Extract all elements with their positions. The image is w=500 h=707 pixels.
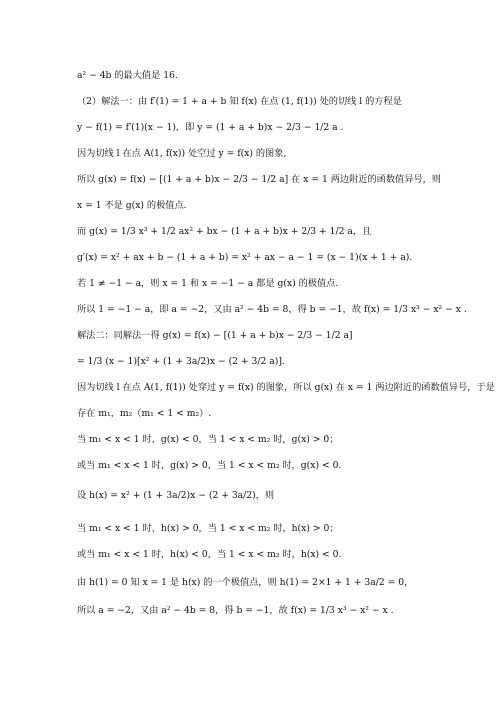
text-line: 而 g(x) = 1/3 x³ + 1/2 ax² + bx − (1 + a + b)x + 2/3 + 1/2 a，且 <box>77 226 372 237</box>
text-line: 所以 a = −2，又由 a² − 4b = 8，得 b = −1，故 f(x) = 1/3 x³ − x² − x . <box>77 605 394 616</box>
text-line: 所以 1 = −1 − a，即 a = −2，又由 a² − 4b = 8，得 b = −1，故 f(x) = 1/3 x³ − x² − x . <box>77 304 467 315</box>
text-line: （2）解法一：由 f′(1) = 1 + a + b 知 f(x) 在点 (1, f(1)) 处的切线 l 的方程是 <box>77 96 402 107</box>
text-line: 因为切线 l 在点 A(1, f(1)) 处穿过 y = f(x) 的图象，所以 g(x) 在 x = 1 两边附近的函数值异号，于是 <box>77 382 495 393</box>
text-line: 当 m₁ < x < 1 时，g(x) < 0，当 1 < x < m₂ 时，g(x) > 0； <box>77 434 339 445</box>
text-line: 或当 m₁ < x < 1 时，h(x) < 0，当 1 < x < m₂ 时，h(x) < 0. <box>77 549 342 560</box>
text-line: g′(x) = x² + ax + b − (1 + a + b) = x² + ax − a − 1 = (x − 1)(x + 1 + a). <box>77 252 413 263</box>
text-line: 当 m₁ < x < 1 时，h(x) > 0，当 1 < x < m₂ 时，h(x) > 0； <box>77 523 339 534</box>
text-line: 设 h(x) = x² + (1 + 3a/2)x − (2 + 3a/2)，则 <box>77 490 275 501</box>
text-line: 或当 m₁ < x < 1 时，g(x) > 0，当 1 < x < m₂ 时，g(x) < 0. <box>77 460 342 471</box>
text-line: 由 h(1) = 0 知 x = 1 是 h(x) 的一个极值点，则 h(1) = 2×1 + 1 + 3a/2 = 0， <box>77 577 414 588</box>
text-line: 所以 g(x) = f(x) − [(1 + a + b)x − 2/3 − 1/2 a] 在 x = 1 两边附近的函数值异号，则 <box>77 174 441 185</box>
text-line: 若 1 ≠ −1 − a，则 x = 1 和 x = −1 − a 都是 g(x) 的极值点. <box>77 278 339 289</box>
text-line: y − f(1) = f′(1)(x − 1)，即 y = (1 + a + b)x − 2/3 − 1/2 a . <box>77 122 344 133</box>
text-line: 解法二：同解法一得 g(x) = f(x) − [(1 + a + b)x − 2/3 − 1/2 a] <box>77 330 353 341</box>
text-line: x = 1 不是 g(x) 的极值点. <box>77 200 187 211</box>
text-line: 存在 m₁，m₂（m₁ < 1 < m₂）. <box>77 408 212 419</box>
text-line: a² − 4b 的最大值是 16. <box>77 70 178 81</box>
text-line: = 1/3 (x − 1)[x² + (1 + 3a/2)x − (2 + 3/2 a)]. <box>77 356 285 367</box>
text-line: 因为切线 l 在点 A(1, f(x)) 处空过 y = f(x) 的图象, <box>77 148 287 159</box>
